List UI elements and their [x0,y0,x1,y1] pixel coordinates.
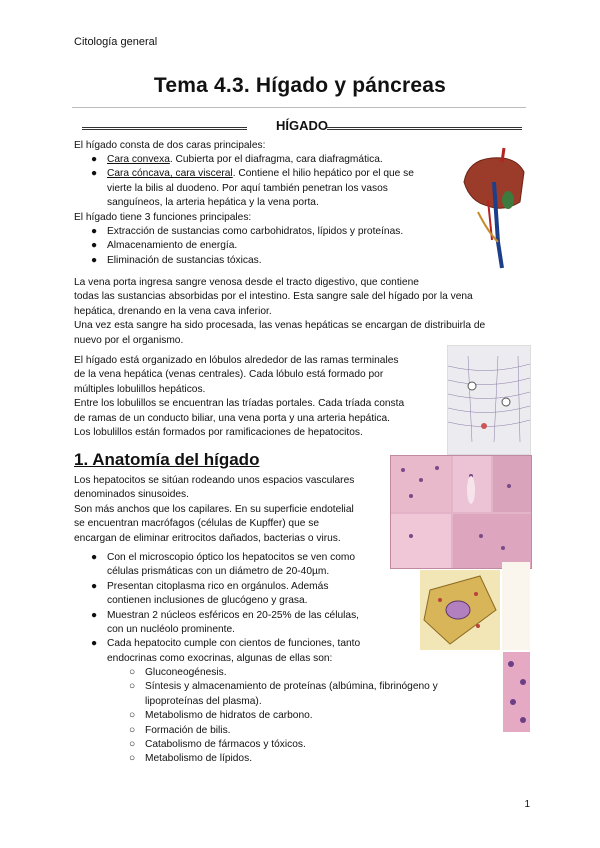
list-item-cont: células prismáticas con un diámetro de 20-40µm. [107,566,330,578]
funciones-list [91,225,457,268]
section-heading: HÍGADO [276,118,328,133]
list-item-cont: vierte la bilis al duodeno. Por aquí también penetran los vasos [107,182,388,194]
anatomia-heading: 1. Anatomía del hígado [74,450,260,469]
sub-list-item: ○ Gluconeogénesis. [129,667,227,678]
list-item: ● Almacenamiento de energía. [91,240,238,252]
list-item: ● Presentan citoplasma rico en orgánulos. Además [91,580,329,592]
list-item: ● Cada hepatocito cumple con cientos de funciones, tanto [91,638,361,650]
hepatocyte-micrograph [503,652,530,732]
lobulos-paragraph: El hígado está organizado en lóbulos alrededor de las ramas terminales de la vena hepática (venas centrales). Cada lóbulo está formado por múltiples lobulillos hepáticos. Entre los lobulillos se encuentran las tríadas portales. Cada tríada consta de ramas de un conducto biliar, una vena porta y una arteria hepática. Los lobulillos están formados por ramificaciones de hepatocitos. [74,355,405,439]
list-item: ● Cara convexa. Cubierta por el diafragma, cara diafragmática. [91,154,383,165]
sub-list-item: ○ Catabolismo de fármacos y tóxicos. [129,739,306,751]
list-item: ● Muestran 2 núcleos esféricos en 20-25% de las células, [91,609,359,621]
sub-list-item: ○ Síntesis y almacenamiento de proteínas (albúmina, fibrinógeno y [129,681,438,693]
list-item-cont: contienen inclusiones de glucógeno y grasa. [107,595,308,607]
lobule-diagram [447,345,531,455]
hepatocito-list [91,551,397,666]
section-rule-right [327,127,522,130]
list-item-cont: endocrinas como exocrinas, algunas de ellas son: [107,652,333,664]
diagram-legend [502,562,530,650]
sub-list-item: ○ Formación de bilis. [129,724,231,736]
funciones-hepatocito-list [129,666,485,767]
funciones-intro: El hígado tiene 3 funciones principales: [74,212,252,223]
sub-list-item: ○ Metabolismo de lípidos. [129,753,253,765]
sub-list-item-cont: lipoproteínas del plasma). [145,695,262,707]
anatomia-paragraph: Los hepatocitos se sitúan rodeando unos espacios vasculares denominados sinusoides. Son más anchos que los capilares. En su superficie endotelial se encuentran macrófagos (células de Kupffer) que se encargan de eliminar eritrocitos dañados, bacterias o virus. [74,475,355,544]
micrograph-icon [503,652,530,732]
lobule-diagram-icon [448,346,530,454]
page-number: 1 [524,799,530,810]
histology-micrographs-icon [391,456,531,568]
hepatocyte-icon [420,570,500,650]
list-item: ● Eliminación de sustancias tóxicas. [91,254,262,266]
title-divider [72,107,526,108]
caras-list [91,153,457,211]
liver-illustration [458,142,528,270]
list-item-cont: sanguíneos, la arteria hepática y la vena porta. [107,197,319,209]
liver-icon [458,142,528,270]
page-title: Tema 4.3. Hígado y páncreas [153,74,447,97]
sub-list-item: ○ Metabolismo de hidratos de carbono. [129,710,313,722]
caras-intro: El hígado consta de dos caras principales: [74,140,266,151]
page-header: Citología general [74,36,158,48]
hepatocyte-3d-diagram [420,570,500,650]
vena-porta-paragraph: La vena porta ingresa sangre venosa desde el tracto digestivo, que contiene todas las sustancias absorbidas por el intestino. Esta sangre sale del hígado por la vena hepática, drenando en la vena cava inferior. Una vez esta sangre ha sido procesada, las venas hepáticas se encargan de distribuirla de nuevo por el organismo. [74,277,486,346]
list-item: ● Extracción de sustancias como carbohidratos, lípidos y proteínas. [91,226,404,237]
list-item: ● Cara cóncava, cara visceral. Contiene el hilio hepático por el que se [91,168,414,180]
histology-panel [390,455,532,569]
section-heading-row [82,118,522,136]
list-item: ● Con el microscopio óptico los hepatocitos se ven como [91,552,356,563]
list-item-cont: con un nucléolo prominente. [107,624,235,636]
